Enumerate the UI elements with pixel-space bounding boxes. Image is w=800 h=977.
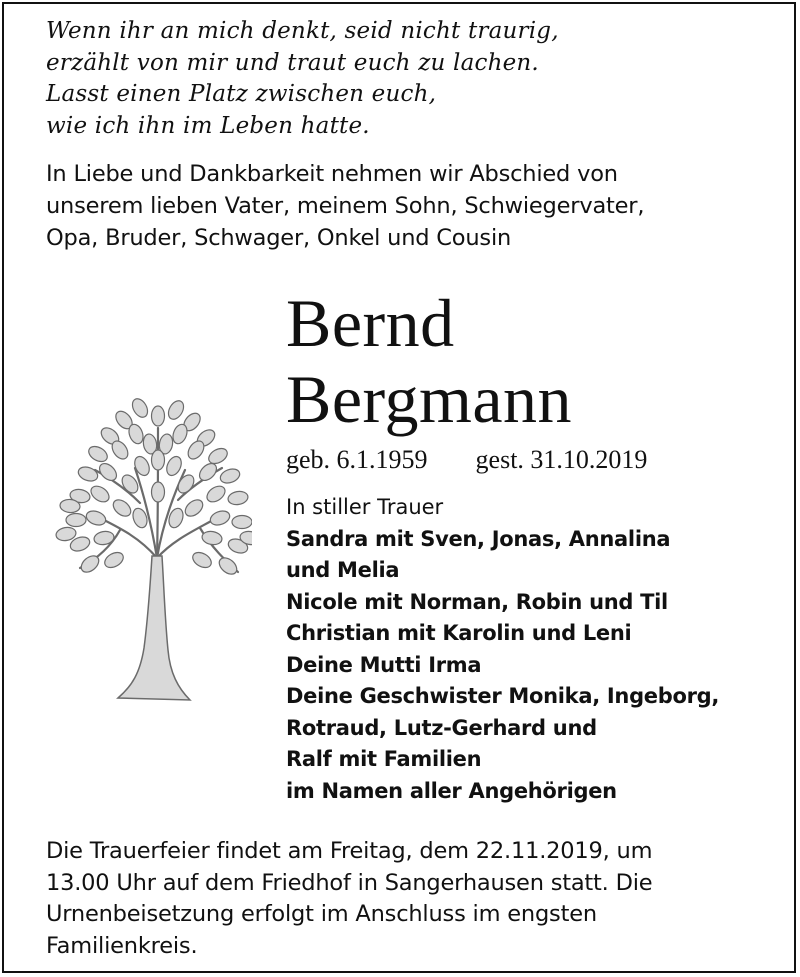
tree-leaf (175, 472, 197, 496)
tree-leaf (165, 398, 186, 422)
tree-leaf (84, 508, 107, 527)
intro-line: Opa, Bruder, Schwager, Onkel und Cousin (46, 225, 512, 251)
funeral-line: 13.00 Uhr auf dem Friedhof in Sangerhausen statt. Die (46, 869, 653, 896)
mourner-line: Ralf mit Familien (286, 747, 482, 771)
tree-trunk (118, 556, 190, 700)
tree-leaf (76, 464, 99, 483)
tree-leaf (164, 454, 184, 478)
tree-icon (40, 388, 252, 710)
mourner-line: Deine Mutti Irma (286, 652, 482, 677)
mourner-line: Deine Geschwister Monika, Ingeborg, (286, 684, 720, 708)
mourners-lead: In stiller Trauer (286, 495, 444, 519)
funeral-line: Familienkreis. (46, 932, 198, 959)
tree-leaf (110, 497, 134, 520)
tree-leaf (232, 516, 252, 529)
birth-date: geb. 6.1.1959 (286, 445, 428, 474)
tree-leaf (216, 555, 240, 578)
tree-leaves (55, 396, 252, 577)
tree-leaf (88, 483, 112, 505)
tree-leaf (102, 549, 126, 570)
poem-line: erzählt von mir und traut euch zu lachen. (46, 49, 539, 76)
tree-leaf (208, 508, 231, 527)
tree-leaf (96, 460, 119, 483)
mourner-line: Nicole mit Norman, Robin und Til (286, 589, 668, 614)
tree-leaf (201, 530, 223, 546)
tree-leaf (152, 406, 165, 426)
mourner-line: Rotraud, Lutz-Gerhard und (286, 715, 597, 740)
poem-line: wie ich ihn im Leben hatte. (46, 112, 370, 139)
tree-leaf (152, 482, 165, 502)
tree-leaf (132, 454, 152, 478)
funeral-line: Urnenbeisetzung erfolgt im Anschluss im engsten (46, 901, 597, 927)
mourner-line: Sandra mit Sven, Jonas, Annalina (286, 526, 671, 551)
mourner-line: und Melia (286, 558, 400, 582)
tree-leaf (66, 514, 86, 527)
death-date: gest. 31.10.2019 (475, 445, 648, 474)
life-dates (286, 443, 647, 477)
funeral-notice (46, 836, 652, 962)
intro-line: unserem lieben Vater, meinem Sohn, Schwiegervater, (46, 193, 645, 219)
poem (46, 16, 559, 142)
tree-leaf (182, 497, 206, 520)
poem-line: Lasst einen Platz zwischen euch, (46, 81, 437, 107)
poem-line: Wenn ihr an mich denkt, seid nicht traurig, (46, 18, 559, 44)
tree-leaf (86, 443, 110, 464)
tree-leaf (227, 490, 249, 506)
tree-leaf (204, 483, 228, 505)
mourner-line: im Namen aller Angehörigen (286, 778, 617, 803)
first-name: Bernd (286, 285, 455, 361)
tree-leaf (129, 396, 150, 420)
mourner-line: Christian mit Karolin und Leni (286, 621, 632, 645)
tree-leaf (190, 549, 214, 570)
tree-leaf (152, 450, 165, 470)
intro-line: In Liebe und Dankbarkeit nehmen wir Abschied von (46, 161, 618, 187)
mourners-block (286, 492, 719, 807)
last-name: Bergmann (286, 361, 573, 437)
intro-text (46, 158, 644, 254)
deceased-name (286, 285, 572, 437)
funeral-line: Die Trauerfeier findet am Freitag, dem 22.11.2019, um (46, 838, 653, 864)
